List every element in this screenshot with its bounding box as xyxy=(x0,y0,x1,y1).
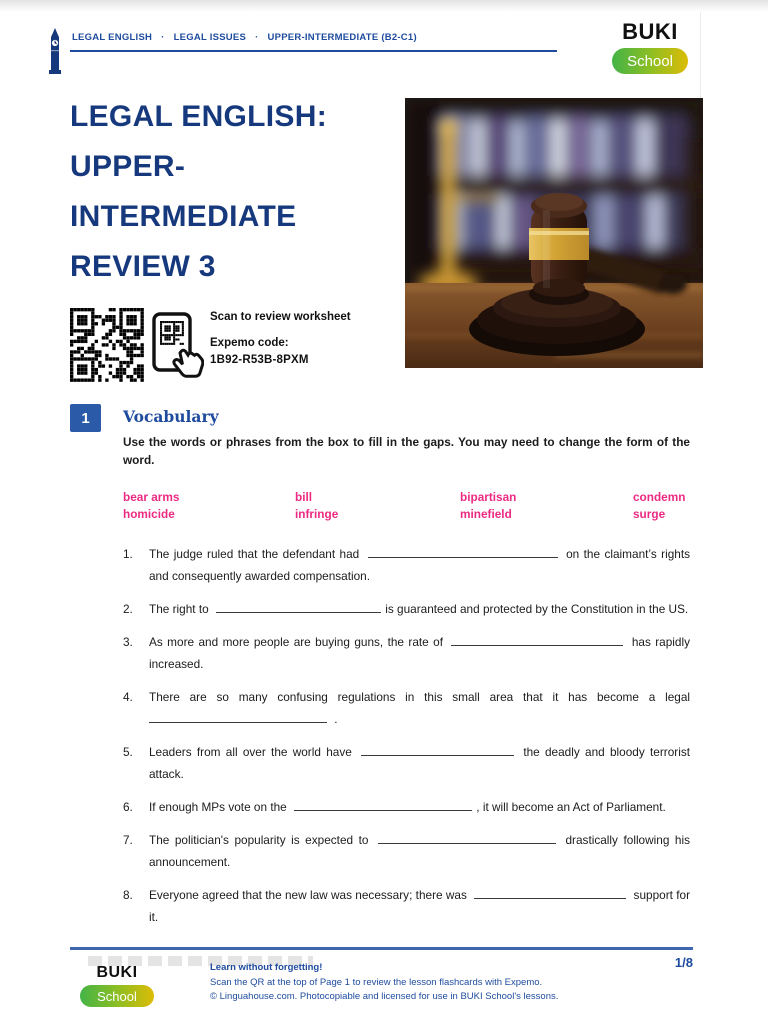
big-ben-icon xyxy=(47,28,63,74)
page-title xyxy=(70,92,405,292)
fill-in-blank xyxy=(368,545,558,558)
question-item xyxy=(123,686,690,730)
page-number: 1/8 xyxy=(674,955,693,970)
breadcrumb-item: UPPER-INTERMEDIATE (B2-C1) xyxy=(267,32,417,43)
brand-name: BUKI xyxy=(622,19,678,44)
title-line: UPPER- xyxy=(70,150,186,183)
word-box xyxy=(123,490,690,521)
breadcrumb-item: LEGAL ENGLISH xyxy=(72,32,153,43)
fill-in-blank xyxy=(451,633,623,646)
word-box-item: bipartisan xyxy=(460,490,517,504)
question-number: 6. xyxy=(123,800,133,814)
question-number: 5. xyxy=(123,745,133,759)
footer-line: Learn without forgetting! xyxy=(210,962,323,973)
fill-in-blank xyxy=(294,798,472,811)
expemo-code: 1B92-R53B-8PXM xyxy=(210,354,309,366)
question-item xyxy=(123,741,690,785)
question-item xyxy=(123,829,690,873)
title-line: INTERMEDIATE xyxy=(70,200,297,233)
question-number: 4. xyxy=(123,690,133,704)
question-text: As more and more people are buying guns, the rate of has rapidly increased. xyxy=(149,635,691,671)
word-box-item: homicide xyxy=(123,507,175,521)
word-box-item: surge xyxy=(633,507,666,521)
gavel-photo xyxy=(405,98,703,368)
question-text: There are so many confusing regulations in this small area that it has become a legal . xyxy=(149,690,690,726)
buki-school-logo xyxy=(612,19,688,74)
page-top-shadow xyxy=(0,0,768,12)
scan-line-2: Expemo code: xyxy=(210,337,289,349)
breadcrumb-separator: · xyxy=(161,32,165,43)
question-list xyxy=(123,543,690,939)
fill-in-blank xyxy=(378,831,556,844)
question-item xyxy=(123,598,690,620)
footer-notes xyxy=(210,961,558,1005)
question-text: Everyone agreed that the new law was necessary; there was support for it. xyxy=(149,888,691,924)
footer-line: Scan the QR at the top of Page 1 to review the lesson flashcards with Expemo. xyxy=(210,976,543,988)
brand-name-footer: BUKI xyxy=(96,964,138,981)
word-box-item: condemn xyxy=(633,490,686,504)
question-number: 2. xyxy=(123,602,133,616)
scan-line-1: Scan to review worksheet xyxy=(210,311,351,323)
question-text: If enough MPs vote on the , it will become an Act of Parliament. xyxy=(149,800,666,814)
header-divider xyxy=(70,50,557,52)
word-box-item: infringe xyxy=(295,507,339,521)
word-box-item: bill xyxy=(295,490,313,504)
question-item xyxy=(123,796,690,818)
question-text: Leaders from all over the world have the deadly and bloody terrorist attack. xyxy=(149,745,690,781)
breadcrumb-separator: · xyxy=(255,32,259,43)
section-instructions: Use the words or phrases from the box to fill in the gaps. You may need to change the form of the word. xyxy=(123,435,690,467)
question-item xyxy=(123,631,690,675)
section-number-badge: 1 xyxy=(70,404,101,432)
breadcrumb xyxy=(72,32,417,43)
title-line: REVIEW 3 xyxy=(70,250,216,283)
page-edge-line xyxy=(700,12,701,104)
brand-pill-footer: School xyxy=(80,985,154,1007)
footer-divider xyxy=(70,947,693,950)
title-line: LEGAL ENGLISH: xyxy=(70,100,327,133)
question-number: 7. xyxy=(123,833,133,847)
scan-instructions xyxy=(210,311,351,366)
question-text: The judge ruled that the defendant had on the claimant’s rights and consequently awarded compensation. xyxy=(149,547,690,583)
breadcrumb-item: LEGAL ISSUES xyxy=(173,32,247,43)
section-title: Vocabulary xyxy=(123,407,219,426)
buki-school-logo-footer xyxy=(80,964,154,1007)
question-number: 1. xyxy=(123,547,133,561)
fill-in-blank xyxy=(149,710,327,723)
fill-in-blank xyxy=(216,600,381,613)
fill-in-blank xyxy=(474,886,626,899)
word-box-item: minefield xyxy=(460,507,512,521)
question-item xyxy=(123,543,690,587)
question-number: 3. xyxy=(123,635,133,649)
phone-scan-icon xyxy=(150,311,204,379)
word-box-item: bear arms xyxy=(123,490,180,504)
qr-code xyxy=(70,308,144,382)
question-item xyxy=(123,884,690,928)
question-number: 8. xyxy=(123,888,133,902)
question-text: The politician's popularity is expected to drastically following his announcement. xyxy=(149,833,690,869)
brand-pill: School xyxy=(612,48,688,74)
fill-in-blank xyxy=(361,743,514,756)
question-text: The right to is guaranteed and protected by the Constitution in the US. xyxy=(149,602,689,616)
footer-line: © Linguahouse.com. Photocopiable and licensed for use in BUKI School's lessons. xyxy=(210,991,559,1003)
